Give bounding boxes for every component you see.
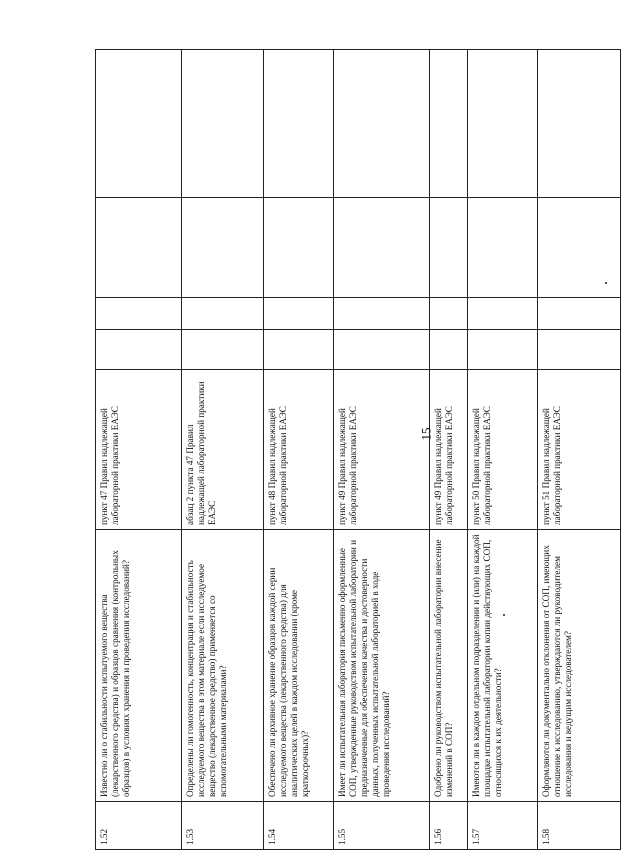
- table-row: [264, 50, 334, 850]
- requirement-question: Имеет ли испытательная лаборатория письменно оформленные СОП, утвержденные руководством испытательной лаборатории и предназначенные для обеспечения качества и достоверности данных, полученных испытательной лабораторией в ходе проведения исследований?: [334, 530, 430, 802]
- answer-cell-yes: [334, 330, 430, 370]
- regulation-reference: пункт 50 Правил надлежащей лабораторной практики ЕАЭС: [468, 370, 538, 530]
- answer-cell-na: [334, 198, 430, 298]
- answer-cell-no: [182, 298, 264, 330]
- row-number: 1.55: [334, 802, 430, 850]
- answer-cell-no: [334, 298, 430, 330]
- answer-cell-yes: [430, 330, 468, 370]
- row-number: 1.54: [264, 802, 334, 850]
- notes-cell: [430, 50, 468, 198]
- requirement-question: Определены ли гомогенность, концентрация и стабильность исследуемого вещества в этом материале если исследуемое вещество (лекарственное средство) применяется со вспомогательными материалами?: [182, 530, 264, 802]
- regulation-reference: пункт 49 Правил надлежащей лабораторной практики ЕАЭС: [334, 370, 430, 530]
- answer-cell-na: [96, 198, 182, 298]
- answer-cell-yes: [182, 330, 264, 370]
- regulation-reference: пункт 48 Правил надлежащей лабораторной практики ЕАЭС: [264, 370, 334, 530]
- answer-cell-no: [430, 298, 468, 330]
- regulation-reference: пункт 47 Правил надлежащей лабораторной практики ЕАЭС: [96, 370, 182, 530]
- regulation-reference: пункт 49 Правил надлежащей лабораторной практики ЕАЭС: [430, 370, 468, 530]
- regulation-reference: абзац 2 пункта 47 Правил надлежащей лабораторной практики ЕАЭС: [182, 370, 264, 530]
- checklist-table-container: [95, 50, 620, 850]
- notes-cell: [264, 50, 334, 198]
- page-number: 15: [418, 427, 434, 441]
- row-number: 1.53: [182, 802, 264, 850]
- answer-cell-na: [182, 198, 264, 298]
- table-row: [182, 50, 264, 850]
- requirement-question: Имеются ли в каждом отдельном подразделении и (или) на каждой площадке испытательной лаборатории копии действующих СОП, относящихся к их деятельности?: [468, 530, 538, 802]
- answer-cell-na: [468, 198, 538, 298]
- answer-cell-no: [96, 298, 182, 330]
- row-number: 1.58: [538, 802, 621, 850]
- answer-cell-yes: [264, 330, 334, 370]
- table-row: [468, 50, 538, 850]
- answer-cell-na: [430, 198, 468, 298]
- scan-speck: [605, 282, 607, 284]
- checklist-table: [95, 49, 621, 850]
- answer-cell-yes: [538, 330, 621, 370]
- row-number: 1.56: [430, 802, 468, 850]
- table-row: [334, 50, 430, 850]
- requirement-question: Известно ли о стабильности испытуемого вещества (лекарственного средства) и образцов сравнения (контрольных образцов) в условиях хранения и проведения исследований?: [96, 530, 182, 802]
- answer-cell-yes: [96, 330, 182, 370]
- requirement-question: Оформляются ли документально отклонения от СОП, имеющих отношение к исследованию, утверждаются ли руководителем исследования и ведущим исследователем?: [538, 530, 621, 802]
- requirement-question: Обеспечено ли архивное хранение образцов каждой серии исследуемого вещества (лекарственного средства) для аналитических целей в каждом исследовании (кроме краткосрочных)?: [264, 530, 334, 802]
- answer-cell-no: [468, 298, 538, 330]
- scan-speck: [503, 614, 505, 616]
- notes-cell: [538, 50, 621, 198]
- answer-cell-no: [538, 298, 621, 330]
- notes-cell: [334, 50, 430, 198]
- row-number: 1.52: [96, 802, 182, 850]
- row-number: 1.57: [468, 802, 538, 850]
- requirement-question: Одобрено ли руководством испытательной лаборатории внесение изменений в СОП?: [430, 530, 468, 802]
- notes-cell: [468, 50, 538, 198]
- notes-cell: [182, 50, 264, 198]
- answer-cell-na: [538, 198, 621, 298]
- table-row: [96, 50, 182, 850]
- answer-cell-no: [264, 298, 334, 330]
- table-row: [430, 50, 468, 850]
- table-row: [538, 50, 621, 850]
- notes-cell: [96, 50, 182, 198]
- answer-cell-yes: [468, 330, 538, 370]
- answer-cell-na: [264, 198, 334, 298]
- regulation-reference: пункт 51 Правил надлежащей лабораторной практики ЕАЭС: [538, 370, 621, 530]
